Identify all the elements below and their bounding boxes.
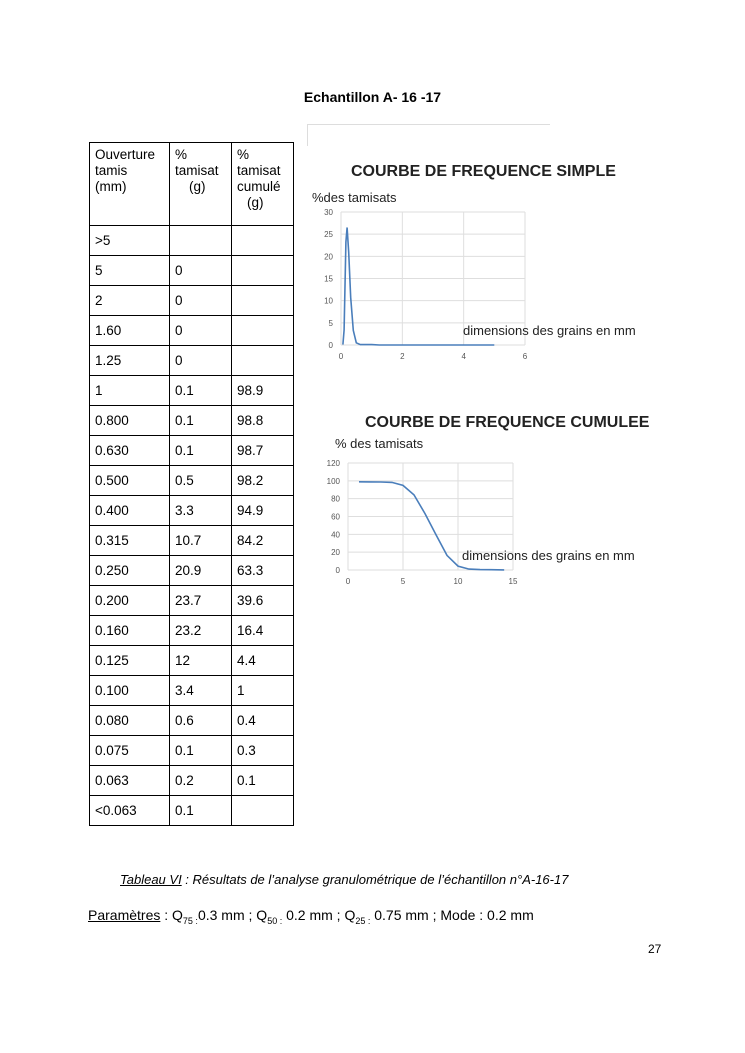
table-cell: 0.100 <box>90 676 170 706</box>
table-cell <box>232 286 294 316</box>
page-number: 27 <box>648 942 662 956</box>
table-cell: 3.4 <box>170 676 232 706</box>
header-line: (mm) <box>95 179 127 194</box>
y-tick-label: 0 <box>328 341 333 350</box>
table-cell: 0.1 <box>170 736 232 766</box>
table-cell: 0.1 <box>170 376 232 406</box>
table-cell: 98.2 <box>232 466 294 496</box>
table-row <box>90 346 294 376</box>
header-line: cumulé <box>237 179 281 194</box>
table-cell: 2 <box>90 286 170 316</box>
table-cell <box>232 256 294 286</box>
header-line: tamis <box>95 163 128 178</box>
x-tick-label: 2 <box>400 352 405 361</box>
y-tick-label: 40 <box>331 530 340 540</box>
chart-title: COURBE DE FREQUENCE CUMULEE <box>365 414 650 431</box>
table-row <box>90 586 294 616</box>
header-line: tamisat <box>175 163 219 178</box>
table-cell: 23.7 <box>170 586 232 616</box>
table-row <box>90 616 294 646</box>
table-row <box>90 406 294 436</box>
chart-frame-line <box>307 124 308 146</box>
table-cell: >5 <box>90 226 170 256</box>
table-row <box>90 316 294 346</box>
table-row <box>90 496 294 526</box>
header-line: (g) <box>247 195 264 210</box>
table-cell <box>232 226 294 256</box>
table-row <box>90 286 294 316</box>
table-row <box>90 766 294 796</box>
table-header-row <box>90 143 294 226</box>
parameters-line: Paramètres : $Q_{75 :}0.3$ mm ; $Q_{50 :}$ 0.2 mm ; $Q_{25 :}$ 0.75 mm ; Mode : 0.2 mm <box>88 907 534 926</box>
x-tick-label: 0 <box>338 352 344 361</box>
x-tick-label: 4 <box>461 352 466 361</box>
table-cell: 98.8 <box>232 406 294 436</box>
table-caption: Tableau VI : Résultats de l’analyse granulométrique de l’échantillon n°A-16-17 <box>120 872 569 887</box>
table-cell: 1.25 <box>90 346 170 376</box>
y-tick-label: 20 <box>324 252 333 262</box>
table-row <box>90 226 294 256</box>
table-cell: 5 <box>90 256 170 286</box>
y-axis-label: % des tamisats <box>335 436 424 451</box>
table-row <box>90 706 294 736</box>
table-cell <box>232 346 294 376</box>
table-cell: 0 <box>170 286 232 316</box>
table-cell: 0.1 <box>170 406 232 436</box>
table-cell: 0.080 <box>90 706 170 736</box>
x-tick-label: 6 <box>522 352 528 361</box>
header-ouverture <box>90 143 170 226</box>
x-tick-label: 0 <box>345 577 351 586</box>
x-tick-label: 5 <box>400 577 406 586</box>
y-tick-label: 20 <box>331 548 340 558</box>
table-cell: 0.315 <box>90 526 170 556</box>
header-line: tamisat <box>237 163 281 178</box>
table-cell: 63.3 <box>232 556 294 586</box>
table-row <box>90 526 294 556</box>
y-axis-label: %des tamisats <box>312 190 397 205</box>
table-cell: 0 <box>170 256 232 286</box>
table-cell: 94.9 <box>232 496 294 526</box>
table-cell: 0.1 <box>170 436 232 466</box>
table-row <box>90 436 294 466</box>
x-tick-label: 15 <box>508 577 518 586</box>
header-tamisat-cumule <box>232 143 294 226</box>
table-cell: 0.063 <box>90 766 170 796</box>
header-line: % <box>237 147 250 162</box>
y-tick-label: 100 <box>326 476 340 486</box>
table-row <box>90 376 294 406</box>
table-cell: 0.5 <box>170 466 232 496</box>
table-cell: 0.4 <box>232 706 294 736</box>
table-row <box>90 796 294 826</box>
table-cell: <0.063 <box>90 796 170 826</box>
table-cell: 98.7 <box>232 436 294 466</box>
table-cell: 1 <box>232 676 294 706</box>
y-tick-label: 5 <box>328 318 333 328</box>
table-cell: 10.7 <box>170 526 232 556</box>
header-line: % <box>175 147 188 162</box>
table-cell: 1.60 <box>90 316 170 346</box>
table-row <box>90 676 294 706</box>
sieve-results-table <box>89 142 294 826</box>
table-cell: 0.075 <box>90 736 170 766</box>
table-cell <box>170 226 232 256</box>
table-cell: 3.3 <box>170 496 232 526</box>
header-tamisat <box>170 143 232 226</box>
chart-title: COURBE DE FREQUENCE SIMPLE <box>351 163 616 180</box>
table-row <box>90 736 294 766</box>
frequency-simple-chart <box>305 155 675 370</box>
table-cell: 0.160 <box>90 616 170 646</box>
table-cell: 0.6 <box>170 706 232 736</box>
y-tick-label: 60 <box>331 512 340 522</box>
table-row <box>90 556 294 586</box>
table-cell: 0.200 <box>90 586 170 616</box>
y-tick-label: 30 <box>324 208 333 217</box>
x-axis-label: dimensions des grains en mm <box>463 323 636 338</box>
y-tick-label: 25 <box>324 230 333 240</box>
table-cell: 39.6 <box>232 586 294 616</box>
table-cell: 0.3 <box>232 736 294 766</box>
table-cell: 0 <box>170 346 232 376</box>
table-cell: 20.9 <box>170 556 232 586</box>
table-cell: 16.4 <box>232 616 294 646</box>
table-cell: 0.2 <box>170 766 232 796</box>
page-title: Echantillon A- 16 -17 <box>303 89 442 105</box>
header-line: Ouverture <box>95 147 156 162</box>
table-cell: 0.630 <box>90 436 170 466</box>
table-cell: 0.1 <box>170 796 232 826</box>
table-cell: 12 <box>170 646 232 676</box>
table-cell: 1 <box>90 376 170 406</box>
table-body <box>90 226 294 826</box>
y-tick-label: 10 <box>324 296 333 306</box>
table-cell: 4.4 <box>232 646 294 676</box>
table-cell: 0.400 <box>90 496 170 526</box>
table-row <box>90 646 294 676</box>
table-row <box>90 256 294 286</box>
table-cell <box>232 316 294 346</box>
table-cell <box>232 796 294 826</box>
table-row <box>90 466 294 496</box>
table-cell: 98.9 <box>232 376 294 406</box>
y-tick-label: 0 <box>335 566 340 575</box>
x-axis-label: dimensions des grains en mm <box>462 548 635 563</box>
table-cell: 84.2 <box>232 526 294 556</box>
table-cell: 0.125 <box>90 646 170 676</box>
x-tick-label: 10 <box>453 577 463 586</box>
table-cell: 0.800 <box>90 406 170 436</box>
table-cell: 23.2 <box>170 616 232 646</box>
table-cell: 0.1 <box>232 766 294 796</box>
table-cell: 0 <box>170 316 232 346</box>
y-tick-label: 80 <box>331 494 340 504</box>
y-tick-label: 15 <box>324 274 333 284</box>
table-cell: 0.500 <box>90 466 170 496</box>
header-line: (g) <box>189 179 206 194</box>
y-tick-label: 120 <box>326 459 340 468</box>
chart-frame-line <box>307 124 550 125</box>
frequency-cumulative-chart <box>310 408 660 593</box>
table-cell: 0.250 <box>90 556 170 586</box>
